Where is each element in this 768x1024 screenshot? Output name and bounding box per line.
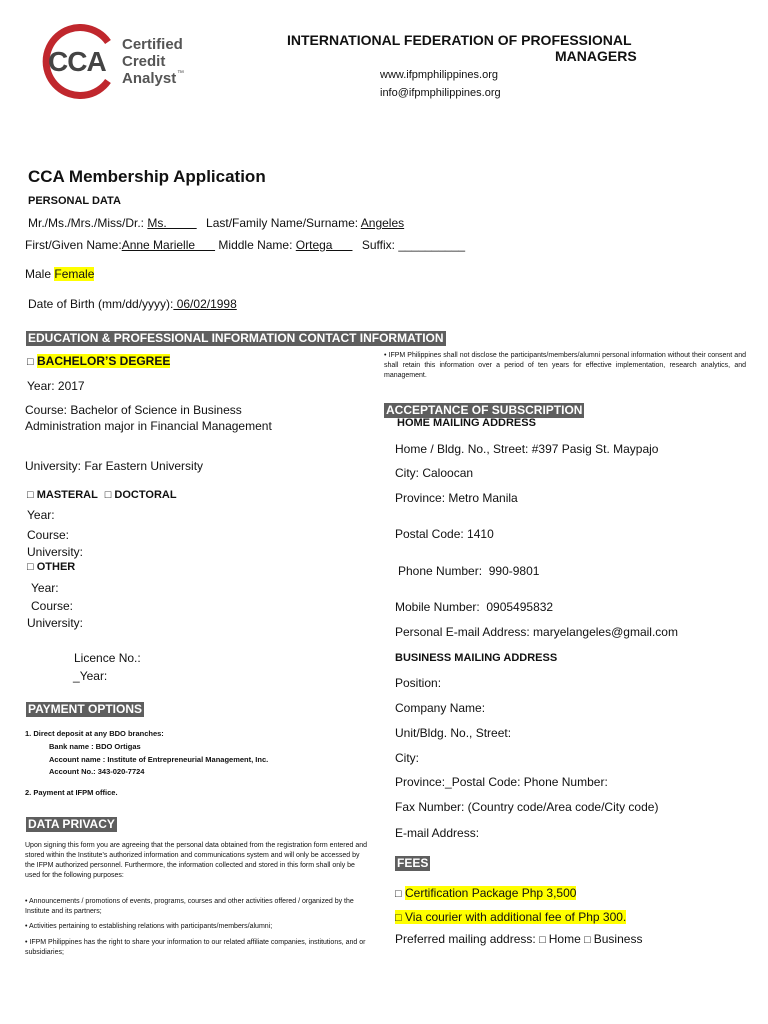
gender-row <box>25 267 94 281</box>
fee-package-checkbox-icon[interactable]: □ <box>395 888 402 900</box>
doctoral-checkbox-icon[interactable]: □ <box>104 489 112 501</box>
masteral-year: Year: <box>27 508 55 522</box>
privacy-bullet-1: • Announcements / promotions of events, programs, courses and other activities offered / organized by the Institute and its partners; <box>25 898 354 915</box>
licence-year-label: Year: <box>79 669 108 683</box>
logo-line2: Credit <box>122 53 166 70</box>
privacy-paragraph: Upon signing this form you are agreeing that the personal data obtained from the registration form entered and stored within the Institute’s authorized information and communications system and will only be accessed by the IFPM authorized personnel. Furthermore, the information collected and stored in this form shall only be used for the following purposes: <box>25 842 368 879</box>
education-heading: EDUCATION & PROFESSIONAL INFORMATION CONTACT INFORMATION <box>28 331 444 345</box>
payment-account-name: Account name : Institute of Entrepreneurial Management, Inc. <box>49 755 269 764</box>
business-email: E-mail Address: <box>395 826 480 840</box>
salutation-value[interactable]: Ms. <box>147 216 197 230</box>
bachelor-course-line1: Course: Bachelor of Science in Business <box>25 403 242 417</box>
payment-bank: Bank name : BDO Ortigas <box>49 742 141 751</box>
org-name-line2: MANAGERS <box>555 48 637 64</box>
privacy-bullet-2: • Activities pertaining to establishing relations with participants/members/alumni; <box>25 923 273 930</box>
payment-option-2: 2. Payment at IFPM office. <box>25 788 118 797</box>
fee-courier-option[interactable] <box>395 910 626 924</box>
website-link[interactable]: www.ifpmphilippines.org <box>380 69 498 81</box>
fee-courier-label: Via courier with additional fee of Php 300. <box>405 910 627 924</box>
home-email: Personal E-mail Address: maryelangeles@gmail.com <box>395 625 678 639</box>
home-address-heading: HOME MAILING ADDRESS <box>397 417 536 429</box>
lastname-value[interactable]: Angeles <box>360 216 405 230</box>
bachelor-year: Year: 2017 <box>27 379 85 393</box>
gender-female[interactable]: Female <box>54 267 95 281</box>
subscription-heading: ACCEPTANCE OF SUBSCRIPTION <box>386 403 583 417</box>
licence-label: Licence No.: <box>74 651 141 665</box>
licence-year: _Year: <box>73 669 108 683</box>
home-city: City: Caloocan <box>395 466 474 480</box>
other-label: OTHER <box>36 561 76 573</box>
doctoral-label: DOCTORAL <box>114 489 177 501</box>
bachelor-course-line2: Administration major in Financial Management <box>25 419 272 433</box>
masteral-label: MASTERAL <box>36 489 98 501</box>
org-name-line1: INTERNATIONAL FEDERATION OF PROFESSIONAL <box>287 32 632 48</box>
logo-line3: Analyst <box>122 70 177 87</box>
personal-data-heading: PERSONAL DATA <box>28 195 121 207</box>
name-row <box>25 238 465 252</box>
business-company: Company Name: <box>395 701 486 715</box>
pref-business-label: Business <box>593 932 643 946</box>
pref-home-label: Home <box>548 932 581 946</box>
home-street: Home / Bldg. No., Street: #397 Pasig St. Maypajo <box>395 442 659 456</box>
other-year: Year: <box>31 581 59 595</box>
middlename-value[interactable]: Ortega <box>295 238 353 252</box>
bachelor-label: BACHELOR’S DEGREE <box>37 354 171 368</box>
gender-male[interactable]: Male <box>25 267 52 281</box>
page-title: CCA Membership Application <box>28 167 266 186</box>
firstname-value[interactable]: Anne Marielle <box>121 238 216 252</box>
payment-heading: PAYMENT OPTIONS <box>28 702 143 716</box>
suffix-value[interactable]: __________ <box>398 238 466 252</box>
pref-business-checkbox-icon[interactable]: □ <box>584 934 591 946</box>
pref-home-checkbox-icon[interactable]: □ <box>539 934 546 946</box>
business-unit: Unit/Bldg. No., Street: <box>395 726 512 740</box>
home-mobile: Mobile Number: 0905495832 <box>395 600 554 614</box>
masteral-course: Course: <box>27 528 70 542</box>
bachelor-checkbox-icon[interactable]: □ <box>27 356 34 368</box>
firstname-label: First/Given Name: <box>25 238 122 252</box>
other-option[interactable] <box>27 561 75 573</box>
masteral-doctoral-row <box>27 489 177 501</box>
salutation-label: Mr./Ms./Mrs./Miss/Dr.: <box>28 216 144 230</box>
home-phone: Phone Number: 990-9801 <box>398 564 540 578</box>
home-postal: Postal Code: 1410 <box>395 527 494 541</box>
lastname-label: Last/Family Name/Surname: <box>206 216 359 230</box>
other-checkbox-icon[interactable]: □ <box>27 561 34 573</box>
preferred-mailing-row <box>395 932 642 946</box>
logo-mark: CCA <box>48 46 106 77</box>
logo-line1: Certified <box>122 36 183 53</box>
other-university: University: <box>27 616 84 630</box>
masteral-university: University: <box>27 545 84 559</box>
email-link[interactable]: info@ifpmphilippines.org <box>380 87 501 99</box>
logo-tm: ™ <box>177 70 184 77</box>
business-fax: Fax Number: (Country code/Area code/City code) <box>395 800 659 814</box>
privacy-bullet-4: • IFPM Philippines shall not disclose the participants/members/alumni personal information without their consent and shall retain this information over a period of ten years for effective implementation, research analytics, and management. <box>384 352 746 379</box>
other-course: Course: <box>31 599 74 613</box>
fee-courier-checkbox-icon[interactable]: □ <box>395 912 402 924</box>
fees-heading: FEES <box>397 856 429 870</box>
fee-package-label: Certification Package Php 3,500 <box>405 886 577 900</box>
home-province: Province: Metro Manila <box>395 491 518 505</box>
privacy-bullet-3: • IFPM Philippines has the right to share your information to our related affiliate companies, institutions, and or subsidiaries; <box>25 939 366 956</box>
dob-label: Date of Birth (mm/dd/yyyy): <box>28 297 174 311</box>
payment-account-no: Account No.: 343-020-7724 <box>49 767 145 776</box>
dob-row <box>28 297 237 311</box>
preferred-mailing-label: Preferred mailing address: <box>395 932 536 946</box>
middlename-label: Middle Name: <box>218 238 293 252</box>
bachelor-option[interactable] <box>27 354 170 368</box>
fee-package-option[interactable] <box>395 886 576 900</box>
business-city: City: <box>395 751 419 765</box>
business-position: Position: <box>395 676 442 690</box>
salutation-row <box>28 216 404 230</box>
suffix-label: Suffix: <box>361 238 395 252</box>
cca-logo <box>36 24 196 99</box>
business-address-heading: BUSINESS MAILING ADDRESS <box>395 652 558 664</box>
dob-value[interactable]: 06/02/1998 <box>173 297 237 311</box>
masteral-checkbox-icon[interactable]: □ <box>27 489 34 501</box>
privacy-heading: DATA PRIVACY <box>28 817 115 831</box>
payment-option-1: 1. Direct deposit at any BDO branches: <box>25 729 164 738</box>
business-province: Province:_Postal Code: Phone Number: <box>395 775 608 789</box>
bachelor-university: University: Far Eastern University <box>25 459 204 473</box>
